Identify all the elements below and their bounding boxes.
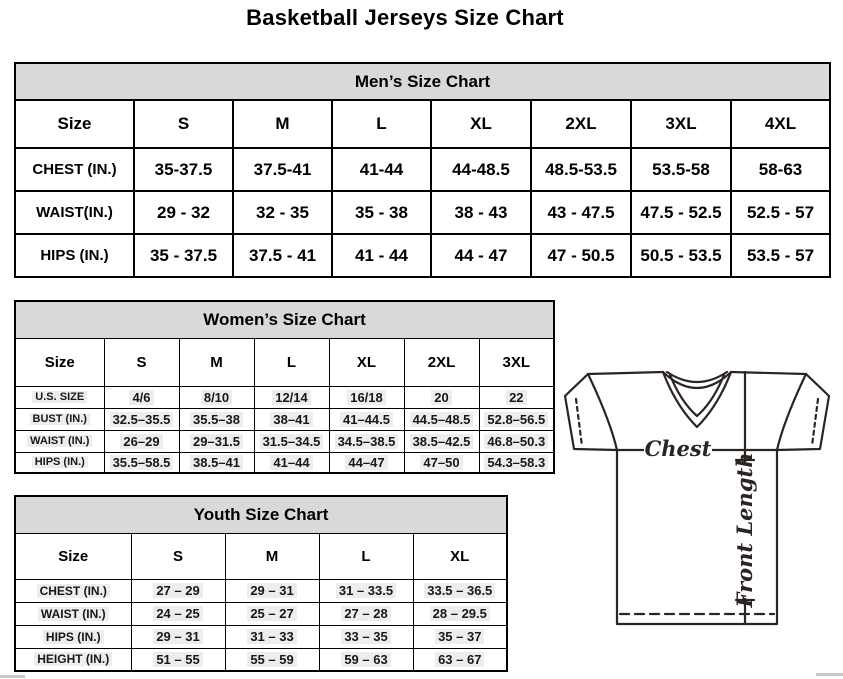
table-cell: 44-48.5 [431, 148, 531, 191]
womens-waist-row [15, 430, 554, 452]
table-cell: 44.5–48.5 [404, 408, 479, 430]
row-label: HEIGHT (IN.) [15, 648, 131, 671]
mens-col-l: L [332, 100, 431, 148]
table-cell: 51 – 55 [131, 648, 225, 671]
table-cell: 52.5 - 57 [731, 191, 830, 234]
womens-col-2xl: 2XL [404, 338, 479, 386]
table-cell: 38.5–42.5 [404, 430, 479, 452]
chest-label: Chest [644, 436, 712, 461]
table-cell: 26–29 [104, 430, 179, 452]
youth-col-l: L [319, 533, 413, 579]
womens-col-size: Size [15, 338, 104, 386]
table-cell: 43 - 47.5 [531, 191, 631, 234]
youth-col-size: Size [15, 533, 131, 579]
table-cell: 28 – 29.5 [413, 602, 507, 625]
womens-size-table [14, 300, 555, 474]
row-label: WAIST(IN.) [15, 191, 134, 234]
table-cell: 38.5–41 [179, 452, 254, 473]
mens-col-size: Size [15, 100, 134, 148]
front-length-label: Front Length [732, 452, 757, 608]
table-cell: 27 – 28 [319, 602, 413, 625]
table-cell: 53.5-58 [631, 148, 731, 191]
table-cell: 31 – 33 [225, 625, 319, 648]
womens-col-s: S [104, 338, 179, 386]
youth-col-xl: XL [413, 533, 507, 579]
table-cell: 29–31.5 [179, 430, 254, 452]
youth-table-title: Youth Size Chart [15, 496, 507, 533]
table-cell: 38 - 43 [431, 191, 531, 234]
table-cell: 53.5 - 57 [731, 234, 830, 277]
jersey-measurement-diagram [560, 362, 843, 638]
row-label: WAIST (IN.) [15, 430, 104, 452]
table-cell: 34.5–38.5 [329, 430, 404, 452]
table-cell: 47 - 50.5 [531, 234, 631, 277]
youth-size-table [14, 495, 508, 672]
table-cell: 44–47 [329, 452, 404, 473]
womens-bust-row [15, 408, 554, 430]
womens-header-row [15, 338, 554, 386]
table-cell: 24 – 25 [131, 602, 225, 625]
youth-chest-row [15, 579, 507, 602]
table-cell: 50.5 - 53.5 [631, 234, 731, 277]
table-cell: 32 - 35 [233, 191, 332, 234]
table-cell: 35.5–58.5 [104, 452, 179, 473]
table-cell: 47–50 [404, 452, 479, 473]
table-cell: 37.5 - 41 [233, 234, 332, 277]
womens-hips-row [15, 452, 554, 473]
table-cell: 58-63 [731, 148, 830, 191]
row-label: CHEST (IN.) [15, 148, 134, 191]
mens-col-xl: XL [431, 100, 531, 148]
table-cell: 4/6 [104, 386, 179, 408]
mens-col-4xl: 4XL [731, 100, 830, 148]
mens-col-3xl: 3XL [631, 100, 731, 148]
womens-us-size-row [15, 386, 554, 408]
table-cell: 59 – 63 [319, 648, 413, 671]
table-cell: 44 - 47 [431, 234, 531, 277]
row-label: BUST (IN.) [15, 408, 104, 430]
table-cell: 35.5–38 [179, 408, 254, 430]
table-cell: 63 – 67 [413, 648, 507, 671]
mens-header-row [15, 100, 830, 148]
womens-col-3xl: 3XL [479, 338, 554, 386]
table-cell: 52.8–56.5 [479, 408, 554, 430]
table-cell: 29 - 32 [134, 191, 233, 234]
table-cell: 41-44 [332, 148, 431, 191]
mens-col-s: S [134, 100, 233, 148]
table-cell: 41–44 [254, 452, 329, 473]
table-cell: 16/18 [329, 386, 404, 408]
table-cell: 41 - 44 [332, 234, 431, 277]
table-cell: 32.5–35.5 [104, 408, 179, 430]
mens-col-m: M [233, 100, 332, 148]
youth-height-row [15, 648, 507, 671]
row-label: HIPS (IN.) [15, 625, 131, 648]
table-cell: 29 – 31 [225, 579, 319, 602]
row-label: WAIST (IN.) [15, 602, 131, 625]
row-label: HIPS (IN.) [15, 452, 104, 473]
table-cell: 37.5-41 [233, 148, 332, 191]
youth-col-s: S [131, 533, 225, 579]
table-cell: 35 - 38 [332, 191, 431, 234]
womens-col-xl: XL [329, 338, 404, 386]
table-cell: 54.3–58.3 [479, 452, 554, 473]
table-cell: 41–44.5 [329, 408, 404, 430]
youth-waist-row [15, 602, 507, 625]
row-label: HIPS (IN.) [15, 234, 134, 277]
mens-hips-row [15, 234, 830, 277]
youth-hips-row [15, 625, 507, 648]
table-cell: 31.5–34.5 [254, 430, 329, 452]
table-cell: 55 – 59 [225, 648, 319, 671]
table-cell: 35 – 37 [413, 625, 507, 648]
table-cell: 35-37.5 [134, 148, 233, 191]
table-cell: 33.5 – 36.5 [413, 579, 507, 602]
table-cell: 31 – 33.5 [319, 579, 413, 602]
table-cell: 33 – 35 [319, 625, 413, 648]
table-cell: 29 – 31 [131, 625, 225, 648]
table-cell: 20 [404, 386, 479, 408]
mens-table-title: Men’s Size Chart [15, 63, 830, 100]
table-cell: 48.5-53.5 [531, 148, 631, 191]
page-title: Basketball Jerseys Size Chart [246, 5, 564, 30]
youth-header-row [15, 533, 507, 579]
table-cell: 46.8–50.3 [479, 430, 554, 452]
mens-chest-row [15, 148, 830, 191]
table-cell: 22 [479, 386, 554, 408]
table-cell: 8/10 [179, 386, 254, 408]
mens-waist-row [15, 191, 830, 234]
table-cell: 25 – 27 [225, 602, 319, 625]
womens-col-l: L [254, 338, 329, 386]
edge-artifact-left [0, 675, 25, 678]
table-cell: 35 - 37.5 [134, 234, 233, 277]
edge-artifact-right [816, 673, 843, 676]
womens-col-m: M [179, 338, 254, 386]
mens-col-2xl: 2XL [531, 100, 631, 148]
table-cell: 38–41 [254, 408, 329, 430]
row-label: U.S. SIZE [15, 386, 104, 408]
table-cell: 47.5 - 52.5 [631, 191, 731, 234]
table-cell: 12/14 [254, 386, 329, 408]
youth-col-m: M [225, 533, 319, 579]
mens-size-table [14, 62, 831, 278]
womens-table-title: Women’s Size Chart [15, 301, 554, 338]
table-cell: 27 – 29 [131, 579, 225, 602]
row-label: CHEST (IN.) [15, 579, 131, 602]
